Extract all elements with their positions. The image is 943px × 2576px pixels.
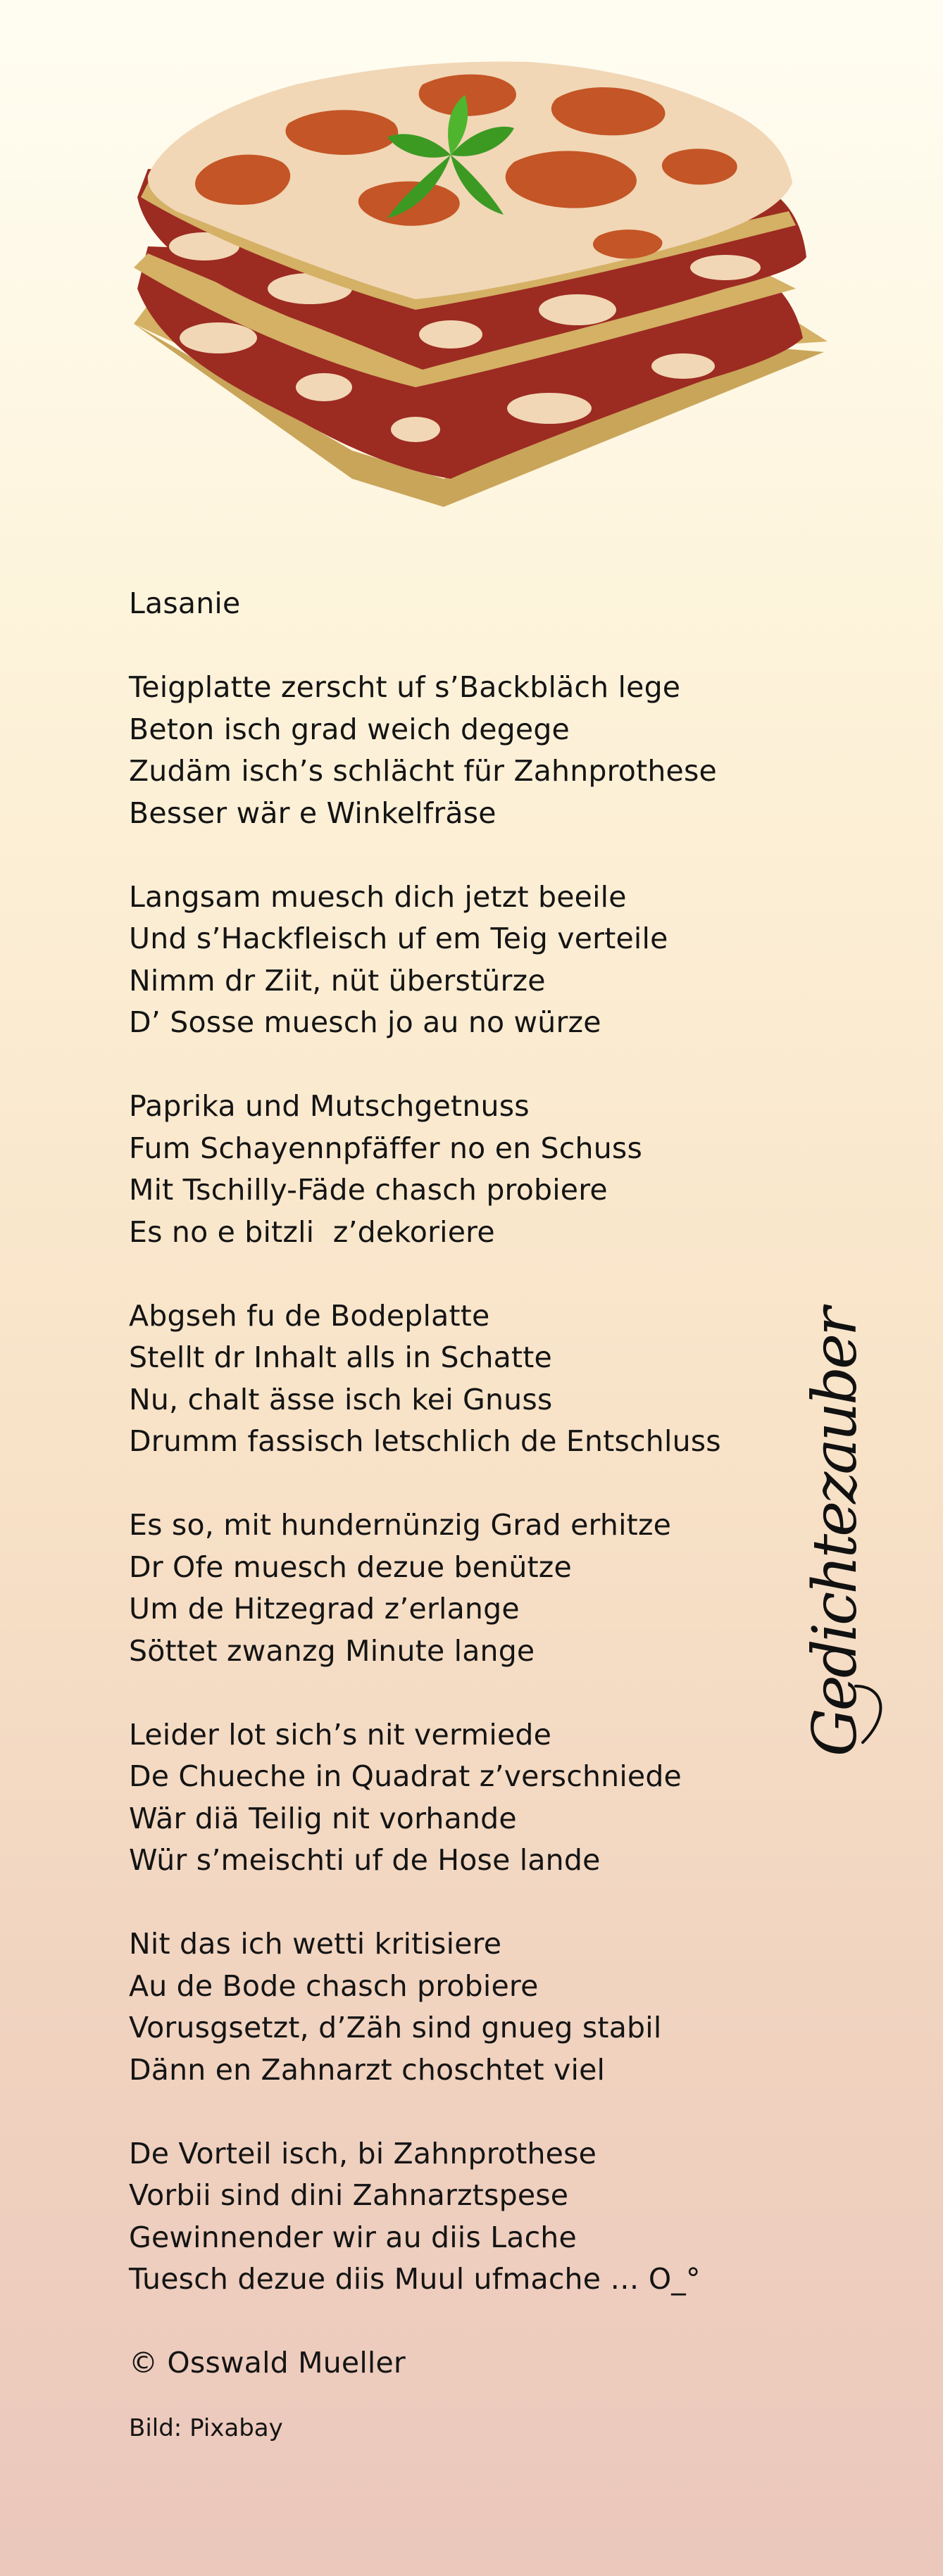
stanza-6 [129, 1714, 763, 1882]
poem-line: D’ Sosse muesch jo au no würze [129, 1005, 601, 1039]
signature-logo [757, 1292, 898, 1771]
stanza-2 [129, 877, 763, 1044]
poem-line: Nit das ich wetti kritisiere [129, 1927, 502, 1961]
poem-line: Tuesch dezue diis Muul ufmache … O_° [129, 2262, 701, 2296]
poem [129, 583, 763, 2444]
poem-line: Söttet zwanzg Minute lange [129, 1633, 535, 1668]
poem-line: Drumm fassisch letschlich de Entschluss [129, 1424, 721, 1458]
poem-line: Wär diä Teilig nit vorhande [129, 1801, 517, 1835]
poem-line: Zudäm isch’s schlächt für Zahnprothese [129, 754, 717, 788]
poem-line: Vorusgsetzt, d’Zäh sind gnueg stabil [129, 2011, 662, 2044]
lasagna-slice-icon [120, 56, 838, 521]
stanza-3 [129, 1086, 763, 1253]
poem-line: De Vorteil isch, bi Zahnprothese [129, 2136, 597, 2170]
poem-line: Au de Bode chasch probiere [129, 1968, 539, 2003]
stanza-8 [129, 2133, 763, 2301]
poem-line: Um de Hitzegrad z’erlange [129, 1592, 520, 1626]
poem-line: Leider lot sich’s nit vermiede [129, 1717, 552, 1752]
stanza-7 [129, 1923, 763, 2091]
poem-line: Es so, mit hundernünzig Grad erhitze [129, 1508, 672, 1542]
poem-line: De Chueche in Quadrat z’verschniede [129, 1759, 682, 1793]
poem-line: Wür s’meischti uf de Hose lande [129, 1843, 601, 1877]
poem-line: Und s’Hackfleisch uf em Teig verteile [129, 922, 668, 955]
poem-line: Nimm dr Ziit, nüt überstürze [129, 963, 546, 998]
poem-line: Gewinnender wir au diis Lache [129, 2220, 577, 2254]
lasagna-illustration [120, 56, 838, 521]
poem-line: Dänn en Zahnarzt choschtet viel [129, 2052, 606, 2087]
poem-line: Vorbii sind dini Zahnarztspese [129, 2178, 569, 2212]
poem-line: Teigplatte zerscht uf s’Backbläch lege [129, 670, 681, 704]
stanza-5 [129, 1504, 763, 1672]
poem-title: Lasanie [129, 586, 241, 620]
poem-line: Nu, chalt ässe isch kei Gnuss [129, 1382, 553, 1416]
image-credit: Bild: Pixabay [129, 2413, 283, 2442]
poem-line: Dr Ofe muesch dezue benütze [129, 1550, 572, 1584]
poem-line: Mit Tschilly-Fäde chasch probiere [129, 1173, 608, 1207]
poem-line: Abgseh fu de Bodeplatte [129, 1298, 490, 1333]
signature-text: Gedichtezauber [800, 1309, 870, 1757]
poem-line: Besser wär e Winkelfräse [129, 796, 497, 830]
poem-line: Paprika und Mutschgetnuss [129, 1089, 530, 1123]
stanza-4 [129, 1295, 763, 1463]
poem-line: Beton isch grad weich degege [129, 712, 570, 746]
copyright: © Osswald Mueller [129, 2346, 406, 2380]
poem-line: Stellt dr Inhalt alls in Schatte [129, 1340, 552, 1374]
poem-line: Es no e bitzli z’dekoriere [129, 1214, 495, 1249]
poem-line: Langsam muesch dich jetzt beeile [129, 879, 627, 914]
stanza-1 [129, 667, 763, 834]
poem-line: Fum Schayennpfäffer no en Schuss [129, 1131, 643, 1165]
